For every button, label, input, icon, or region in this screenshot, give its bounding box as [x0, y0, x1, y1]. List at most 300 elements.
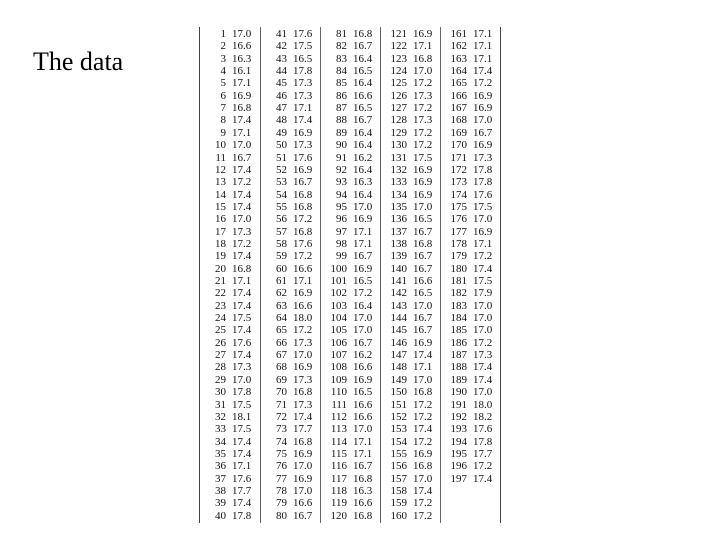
row-value: 17.2: [293, 324, 313, 337]
row-value: 16.9: [293, 447, 313, 460]
row-index: 146: [390, 336, 407, 349]
row-value: 17.5: [232, 423, 252, 436]
row-index: 72: [276, 410, 287, 423]
row-value: 16.9: [473, 102, 493, 115]
row-value: 16.8: [293, 188, 313, 201]
row-index: 100: [330, 262, 347, 275]
row-value: 17.7: [473, 447, 493, 460]
row-index: 178: [450, 237, 467, 250]
row-index: 104: [330, 312, 347, 325]
row-index: 105: [330, 324, 347, 337]
row-index: 186: [450, 336, 467, 349]
row-value: 17.1: [232, 275, 252, 287]
row-index: 31: [215, 398, 226, 411]
row-index: 74: [276, 435, 287, 448]
row-index: 179: [450, 250, 467, 263]
table-row: [200, 263, 260, 275]
row-value: 17.7: [232, 484, 252, 497]
table-row: [381, 127, 441, 139]
row-value: 16.9: [353, 262, 373, 275]
row-value: 17.2: [293, 250, 313, 263]
table-row: [261, 238, 321, 250]
table-row: [441, 423, 501, 435]
row-index: 51: [276, 151, 287, 164]
row-value: 16.9: [353, 213, 373, 226]
table-row: [321, 53, 381, 65]
row-value: 17.2: [413, 497, 433, 510]
table-row: [381, 77, 441, 89]
row-value: 17.1: [413, 40, 433, 53]
table-row: [261, 53, 321, 65]
row-index: 187: [450, 349, 467, 362]
table-row: [261, 324, 321, 336]
table-row: [200, 275, 260, 287]
table-row: [441, 189, 501, 201]
row-index: 168: [450, 114, 467, 127]
row-index: 161: [450, 28, 467, 40]
row-index: 118: [330, 484, 347, 497]
row-index: 154: [390, 435, 407, 448]
row-value: 17.3: [232, 361, 252, 374]
row-value: 17.2: [473, 250, 493, 263]
row-index: 176: [450, 213, 467, 226]
row-value: 17.5: [413, 151, 433, 164]
table-row: [441, 213, 501, 225]
row-index: 197: [450, 472, 467, 485]
table-row: [441, 114, 501, 126]
row-value: 17.4: [232, 497, 252, 510]
row-value: 17.4: [232, 188, 252, 201]
row-index: 62: [276, 287, 287, 300]
row-index: 93: [336, 176, 347, 189]
row-value: 16.6: [232, 40, 252, 53]
table-row: [441, 337, 501, 349]
table-row: [200, 65, 260, 77]
row-index: 130: [390, 139, 407, 152]
table-row: [381, 28, 441, 40]
table-row: [381, 189, 441, 201]
row-index: 188: [450, 361, 467, 374]
table-row: [321, 324, 381, 336]
row-value: 16.9: [293, 126, 313, 139]
table-column: [380, 27, 441, 523]
row-index: 2: [220, 40, 226, 53]
row-index: 56: [276, 213, 287, 226]
table-row: [441, 436, 501, 448]
table-row: [200, 53, 260, 65]
row-value: 17.8: [232, 509, 252, 522]
table-row: [381, 213, 441, 225]
row-value: 17.0: [353, 324, 373, 337]
row-value: 16.5: [413, 213, 433, 226]
row-index: 182: [450, 287, 467, 300]
row-index: 92: [336, 163, 347, 176]
row-index: 55: [276, 200, 287, 213]
row-value: 17.0: [413, 472, 433, 485]
table-row: [321, 460, 381, 472]
row-value: 16.5: [353, 386, 373, 399]
row-value: 17.0: [232, 373, 252, 386]
table-row: [200, 90, 260, 102]
table-row: [381, 497, 441, 509]
row-index: 150: [390, 386, 407, 399]
row-index: 108: [330, 361, 347, 374]
row-index: 98: [336, 237, 347, 250]
row-value: 17.0: [232, 213, 252, 226]
table-row: [200, 411, 260, 423]
table-row: [321, 90, 381, 102]
row-value: 17.0: [473, 324, 493, 337]
row-index: 39: [215, 497, 226, 510]
table-row: [441, 374, 501, 386]
row-index: 54: [276, 188, 287, 201]
row-value: 17.2: [232, 176, 252, 189]
row-value: 17.4: [232, 114, 252, 127]
row-index: 192: [450, 410, 467, 423]
row-value: 16.4: [353, 163, 373, 176]
row-value: 16.4: [353, 299, 373, 312]
table-row: [200, 102, 260, 114]
row-value: 16.7: [413, 312, 433, 325]
row-index: 141: [390, 275, 407, 287]
table-row: [261, 40, 321, 52]
row-value: 17.0: [293, 484, 313, 497]
table-row: [200, 189, 260, 201]
row-value: 17.2: [473, 460, 493, 473]
table-row: [441, 263, 501, 275]
row-value: 16.8: [353, 509, 373, 522]
row-value: 17.4: [413, 349, 433, 362]
row-value: 16.8: [293, 435, 313, 448]
row-value: 16.7: [293, 509, 313, 522]
row-value: 18.0: [473, 398, 493, 411]
table-row: [381, 139, 441, 151]
row-value: 17.0: [413, 299, 433, 312]
row-value: 17.1: [293, 102, 313, 115]
row-value: 18.2: [473, 410, 493, 423]
table-row: [321, 250, 381, 262]
row-value: 16.8: [413, 386, 433, 399]
row-value: 17.5: [473, 200, 493, 213]
row-index: 35: [215, 447, 226, 460]
row-index: 139: [390, 250, 407, 263]
table-row: [381, 448, 441, 460]
row-index: 195: [450, 447, 467, 460]
row-index: 70: [276, 386, 287, 399]
table-row: [261, 374, 321, 386]
table-row: [200, 152, 260, 164]
row-index: 28: [215, 361, 226, 374]
row-value: 17.2: [413, 435, 433, 448]
row-index: 169: [450, 126, 467, 139]
row-index: 14: [215, 188, 226, 201]
row-value: 16.6: [293, 497, 313, 510]
table-row: [200, 238, 260, 250]
row-value: 16.6: [293, 262, 313, 275]
row-index: 142: [390, 287, 407, 300]
table-row: [261, 485, 321, 497]
row-index: 131: [390, 151, 407, 164]
row-index: 32: [215, 410, 226, 423]
row-value: 17.2: [473, 77, 493, 90]
row-value: 16.7: [413, 262, 433, 275]
row-index: 129: [390, 126, 407, 139]
row-value: 17.1: [293, 275, 313, 287]
row-index: 15: [215, 200, 226, 213]
row-index: 88: [336, 114, 347, 127]
table-row: [381, 275, 441, 287]
row-index: 49: [276, 126, 287, 139]
row-index: 164: [450, 65, 467, 78]
row-index: 181: [450, 275, 467, 287]
row-value: 16.9: [293, 163, 313, 176]
row-index: 77: [276, 472, 287, 485]
row-value: 16.8: [353, 28, 373, 40]
row-value: 17.2: [413, 126, 433, 139]
row-index: 134: [390, 188, 407, 201]
row-index: 173: [450, 176, 467, 189]
row-index: 42: [276, 40, 287, 53]
row-index: 163: [450, 52, 467, 65]
row-index: 128: [390, 114, 407, 127]
row-index: 66: [276, 336, 287, 349]
table-row: [261, 300, 321, 312]
row-value: 17.3: [232, 225, 252, 238]
row-value: 17.0: [293, 349, 313, 362]
row-index: 184: [450, 312, 467, 325]
table-row: [321, 287, 381, 299]
row-value: 17.0: [413, 65, 433, 78]
row-index: 53: [276, 176, 287, 189]
row-value: 16.4: [353, 52, 373, 65]
table-row: [200, 473, 260, 485]
row-value: 16.7: [413, 324, 433, 337]
table-row: [441, 460, 501, 472]
row-index: 22: [215, 287, 226, 300]
row-value: 16.9: [293, 287, 313, 300]
row-value: 17.1: [232, 126, 252, 139]
table-row: [321, 263, 381, 275]
row-value: 17.3: [473, 151, 493, 164]
table-row: [261, 423, 321, 435]
row-value: 17.4: [232, 447, 252, 460]
row-index: 75: [276, 447, 287, 460]
row-value: 17.0: [473, 386, 493, 399]
row-index: 107: [330, 349, 347, 362]
table-row: [261, 139, 321, 151]
row-index: 180: [450, 262, 467, 275]
row-value: 16.6: [353, 361, 373, 374]
table-row: [200, 250, 260, 262]
row-value: 17.6: [293, 151, 313, 164]
row-index: 21: [215, 275, 226, 287]
row-index: 99: [336, 250, 347, 263]
row-index: 78: [276, 484, 287, 497]
table-row: [200, 361, 260, 373]
row-index: 132: [390, 163, 407, 176]
row-value: 17.5: [232, 398, 252, 411]
row-index: 189: [450, 373, 467, 386]
row-index: 191: [450, 398, 467, 411]
table-row: [381, 152, 441, 164]
table-row: [381, 226, 441, 238]
table-row: [441, 90, 501, 102]
row-value: 16.7: [353, 40, 373, 53]
table-row: [261, 164, 321, 176]
row-index: 24: [215, 312, 226, 325]
row-index: 87: [336, 102, 347, 115]
row-index: 3: [220, 52, 226, 65]
row-value: 17.0: [293, 460, 313, 473]
table-row: [261, 349, 321, 361]
row-index: 16: [215, 213, 226, 226]
table-row: [261, 127, 321, 139]
table-row: [200, 386, 260, 398]
row-index: 94: [336, 188, 347, 201]
row-value: 17.2: [413, 410, 433, 423]
row-index: 37: [215, 472, 226, 485]
row-value: 16.7: [232, 151, 252, 164]
row-value: 17.3: [293, 336, 313, 349]
table-row: [200, 324, 260, 336]
row-value: 16.8: [353, 472, 373, 485]
table-row: [321, 300, 381, 312]
table-row: [200, 28, 260, 40]
row-index: 30: [215, 386, 226, 399]
row-index: 97: [336, 225, 347, 238]
row-index: 69: [276, 373, 287, 386]
row-index: 140: [390, 262, 407, 275]
table-row: [200, 114, 260, 126]
row-index: 102: [330, 287, 347, 300]
row-value: 16.8: [293, 225, 313, 238]
row-value: 16.8: [232, 102, 252, 115]
table-row: [441, 139, 501, 151]
table-row: [321, 337, 381, 349]
table-row: [381, 337, 441, 349]
table-row: [200, 77, 260, 89]
row-value: 16.7: [353, 250, 373, 263]
row-value: 16.7: [293, 176, 313, 189]
table-row: [381, 312, 441, 324]
row-value: 17.4: [473, 373, 493, 386]
row-index: 96: [336, 213, 347, 226]
row-value: 17.4: [232, 324, 252, 337]
row-index: 190: [450, 386, 467, 399]
row-value: 17.4: [293, 114, 313, 127]
table-row: [261, 77, 321, 89]
row-index: 120: [330, 509, 347, 522]
row-value: 17.2: [413, 398, 433, 411]
table-row: [321, 411, 381, 423]
row-value: 16.7: [413, 250, 433, 263]
row-index: 57: [276, 225, 287, 238]
row-index: 143: [390, 299, 407, 312]
row-index: 1: [220, 28, 226, 40]
row-index: 101: [330, 275, 347, 287]
row-index: 48: [276, 114, 287, 127]
table-row: [200, 337, 260, 349]
row-value: 17.2: [413, 139, 433, 152]
row-value: 17.6: [232, 472, 252, 485]
row-value: 16.9: [413, 163, 433, 176]
row-index: 95: [336, 200, 347, 213]
row-index: 12: [215, 163, 226, 176]
row-value: 17.0: [413, 200, 433, 213]
row-index: 145: [390, 324, 407, 337]
table-row: [441, 164, 501, 176]
row-value: 17.1: [353, 435, 373, 448]
row-index: 8: [220, 114, 226, 127]
row-index: 174: [450, 188, 467, 201]
row-index: 106: [330, 336, 347, 349]
table-row: [381, 460, 441, 472]
row-value: 17.2: [293, 213, 313, 226]
table-row: [441, 411, 501, 423]
row-value: 16.9: [413, 447, 433, 460]
row-index: 144: [390, 312, 407, 325]
row-value: 17.4: [232, 287, 252, 300]
row-value: 17.3: [293, 398, 313, 411]
table-row: [200, 436, 260, 448]
row-index: 147: [390, 349, 407, 362]
table-row: [200, 448, 260, 460]
row-value: 17.5: [293, 40, 313, 53]
row-value: 16.8: [413, 52, 433, 65]
row-value: 16.4: [353, 77, 373, 90]
table-row: [381, 374, 441, 386]
table-row: [381, 436, 441, 448]
table-row: [261, 312, 321, 324]
row-index: 50: [276, 139, 287, 152]
table-row: [200, 374, 260, 386]
table-row: [261, 250, 321, 262]
table-row: [321, 275, 381, 287]
row-value: 17.1: [353, 237, 373, 250]
row-value: 17.4: [413, 484, 433, 497]
table-column: [260, 27, 321, 523]
table-row: [321, 102, 381, 114]
table-row: [381, 300, 441, 312]
row-index: 160: [390, 509, 407, 522]
row-index: 63: [276, 299, 287, 312]
row-index: 18: [215, 237, 226, 250]
row-index: 7: [220, 102, 226, 115]
row-value: 17.3: [293, 139, 313, 152]
table-row: [261, 337, 321, 349]
row-value: 17.1: [413, 361, 433, 374]
row-value: 17.6: [473, 423, 493, 436]
table-row: [321, 28, 381, 40]
row-value: 17.5: [473, 275, 493, 287]
table-row: [381, 263, 441, 275]
row-index: 40: [215, 509, 226, 522]
row-value: 17.4: [473, 361, 493, 374]
row-value: 17.8: [473, 176, 493, 189]
row-value: 17.2: [353, 287, 373, 300]
table-row: [321, 77, 381, 89]
row-index: 113: [330, 423, 347, 436]
row-index: 155: [390, 447, 407, 460]
table-row: [441, 176, 501, 188]
row-index: 158: [390, 484, 407, 497]
table-row: [441, 312, 501, 324]
row-index: 23: [215, 299, 226, 312]
row-value: 17.7: [293, 423, 313, 436]
table-row: [441, 275, 501, 287]
row-value: 16.9: [232, 89, 252, 102]
row-value: 17.4: [473, 472, 493, 485]
